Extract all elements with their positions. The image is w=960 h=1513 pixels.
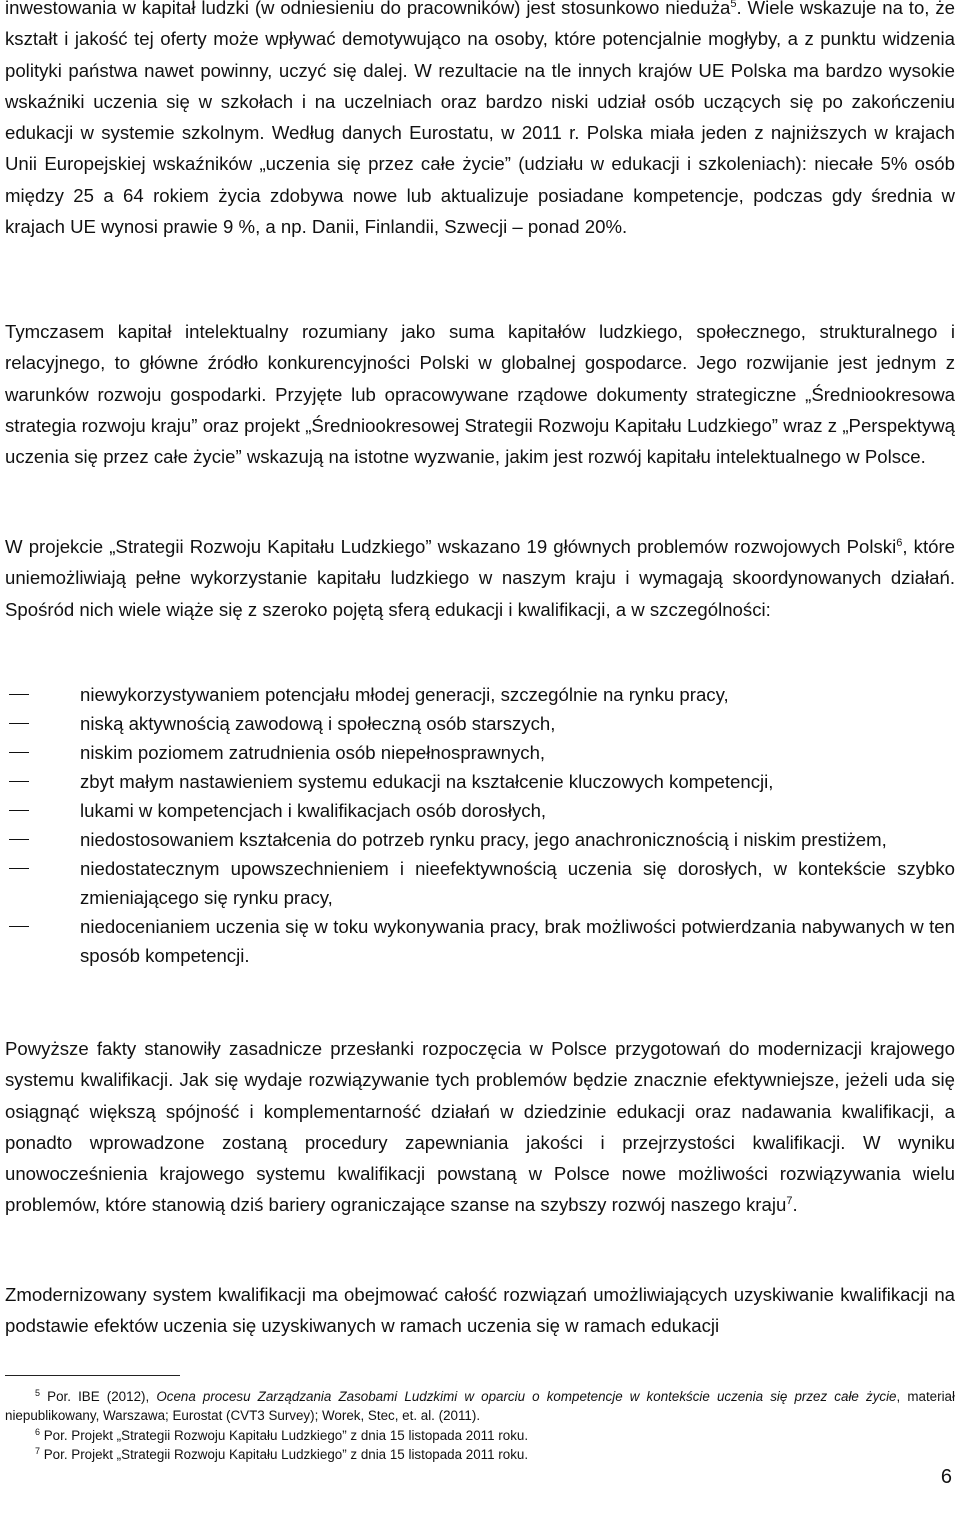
list-item-text: zbyt małym nastawieniem systemu edukacji na kształcenie kluczowych kompetencji,	[80, 771, 774, 792]
list-item-text: lukami w kompetencjach i kwalifikacjach osób dorosłych,	[80, 800, 547, 821]
list-item-text: niewykorzystywaniem potencjału młodej generacji, szczególnie na rynku pracy,	[80, 684, 729, 705]
paragraph-text: W projekcie „Strategii Rozwoju Kapitału Ludzkiego” wskazano 19 głównych problemów rozwojowych Polski	[5, 536, 897, 557]
dash-bullet-icon	[9, 752, 29, 753]
footnote-separator	[5, 1375, 180, 1376]
page-number: 6	[940, 1466, 952, 1488]
footnote-text: Por. Projekt „Strategii Rozwoju Kapitału Ludzkiego” z dnia 15 listopada 2011 roku.	[43, 1427, 529, 1443]
footnotes	[5, 1387, 955, 1465]
paragraph-text: Powyższe fakty stanowiły zasadnicze przesłanki rozpoczęcia w Polsce przygotowań do modernizacji krajowego systemu kwalifikacji. Jak się wydaje rozwiązywanie tych problemów będzie znacznie efektywniejsze, jeżeli uda się osiągnąć większą spójność i komplementarność działań w dziedzinie edukacji oraz nadawania kwalifikacji, a ponadto wprowadzone zostaną procedury zapewniania jakości i przejrzystości kwalifikacji. W wyniku unowocześnienia krajowego systemu kwalifikacji powstaną w Polsce nowe możliwości rozwiązywania wielu problemów, które stanowią dziś bariery ograniczające szanse na szybszy rozwój naszego kraju	[5, 1038, 955, 1216]
dash-bullet-icon	[9, 868, 29, 869]
footnote-5	[5, 1387, 955, 1426]
list-item	[5, 912, 955, 970]
paragraph-qualifications-modernization	[5, 1033, 955, 1221]
list-item	[5, 767, 955, 796]
list-item	[5, 796, 955, 825]
dash-bullet-icon	[9, 926, 29, 927]
list-item-text: niską aktywnością zawodową i społeczną osób starszych,	[80, 713, 556, 734]
footnote-cited-title: Ocena procesu Zarządzania Zasobami Ludzkimi w oparciu o kompetencje w kontekście uczenia się przez całe życie	[156, 1389, 897, 1404]
footnote-7	[5, 1445, 955, 1464]
list-item	[5, 680, 955, 709]
list-item-text: niedostosowaniem kształcenia do potrzeb rynku pracy, jego anachronicznością i niskim prestiżem,	[80, 829, 887, 850]
paragraph-strategy-problems	[5, 531, 955, 625]
problems-list	[5, 680, 955, 970]
footnote-text: Por. IBE (2012),	[47, 1389, 157, 1404]
footnote-6	[5, 1426, 955, 1445]
paragraph-modernized-system: Zmodernizowany system kwalifikacji ma obejmować całość rozwiązań umożliwiających uzyskiwanie kwalifikacji na podstawie efektów uczenia się uzyskiwanych w ramach uczenia się w ramach edukacji	[5, 1284, 955, 1337]
list-item-text: niedocenianiem uczenia się w toku wykonywania pracy, brak możliwości potwierdzania nabywanych w ten sposób kompetencji.	[80, 916, 955, 966]
list-item	[5, 738, 955, 767]
paragraph-text: , które uniemożliwiają pełne wykorzystanie kapitału ludzkiego w naszym kraju i wymagają skoordynowanych działań. Spośród nich wiele wiąże się z szeroko pojętą sferą edukacji i kwalifikacji, a w szczególności:	[5, 536, 956, 620]
list-item-text: niskim poziomem zatrudnienia osób niepełnosprawnych,	[80, 742, 546, 763]
footnote-ref-6[interactable]: 6	[896, 537, 903, 549]
dash-bullet-icon	[9, 839, 29, 840]
footnote-ref-7[interactable]: 7	[786, 1195, 793, 1208]
dash-bullet-icon	[9, 694, 29, 695]
footnote-text: Por. Projekt „Strategii Rozwoju Kapitału Ludzkiego” z dnia 15 listopada 2011 roku.	[43, 1447, 529, 1463]
footnote-number: 5	[35, 1388, 41, 1398]
footnote-number: 6	[35, 1426, 41, 1437]
paragraph-text: inwestowania w kapitał ludzki (w odniesieniu do pracowników) jest stosunkowo nieduża	[5, 0, 731, 18]
footnote-ref-5[interactable]: 5	[730, 0, 737, 10]
list-item-text: niedostatecznym upowszechnieniem i nieefektywnością uczenia się dorosłych, w kontekście szybko zmieniającego się rynku pracy,	[80, 858, 955, 908]
paragraph-text: . Wiele wskazuje na to, że kształt i jakość tej oferty może wpływać demotywująco na osoby, które potencjalnie mogłyby, a z punktu widzenia polityki państwa nawet powinny, uczyć się dalej. W rezultacie na tle innych krajów UE Polska ma bardzo wysokie wskaźniki uczenia się w szkołach i na uczelniach oraz bardzo niski udział osób uczących się po zakończeniu edukacji w systemie szkolnym. Według danych Eurostatu, w 2011 r. Polska miała jeden z najniższych w krajach Unii Europejskiej wskaźników „uczenia się przez całe życie” (udziału w edukacji i szkoleniach): niecałe 5% osób między 25 a 64 rokiem życia zdobywa nowe lub aktualizuje posiadane kompetencje, podczas gdy średnia w krajach UE wynosi prawie 9 %, a np. Danii, Finlandii, Szwecji – ponad 20%.	[5, 0, 955, 238]
paragraph-text: .	[792, 1194, 798, 1216]
paragraph-continued	[5, 0, 955, 242]
paragraph-intellectual-capital: Tymczasem kapitał intelektualny rozumiany jako suma kapitałów ludzkiego, społecznego, strukturalnego i relacyjnego, to główne źródło konkurencyjności Polski w globalnej gospodarce. Jego rozwijanie jest jednym z warunków rozwoju gospodarki. Przyjęte lub opracowywane rządowe dokumenty strategiczne „Średniookresowa strategia rozwoju kraju” oraz projekt „Średniookresowej Strategii Rozwoju Kapitału Ludzkiego” wraz z „Perspektywą uczenia się przez całe życie” wskazują na istotne wyzwanie, jakim jest rozwój kapitału intelektualnego w Polsce.	[5, 321, 955, 468]
dash-bullet-icon	[9, 781, 29, 782]
dash-bullet-icon	[9, 810, 29, 811]
dash-bullet-icon	[9, 723, 29, 724]
footnote-text: , materiał niepublikowany, Warszawa; Eurostat (CVT3 Survey); Worek, Stec, et. al. (2011).	[5, 1389, 955, 1424]
footnote-number: 7	[35, 1446, 41, 1457]
list-item	[5, 709, 955, 738]
list-item	[5, 854, 955, 912]
list-item	[5, 825, 955, 854]
